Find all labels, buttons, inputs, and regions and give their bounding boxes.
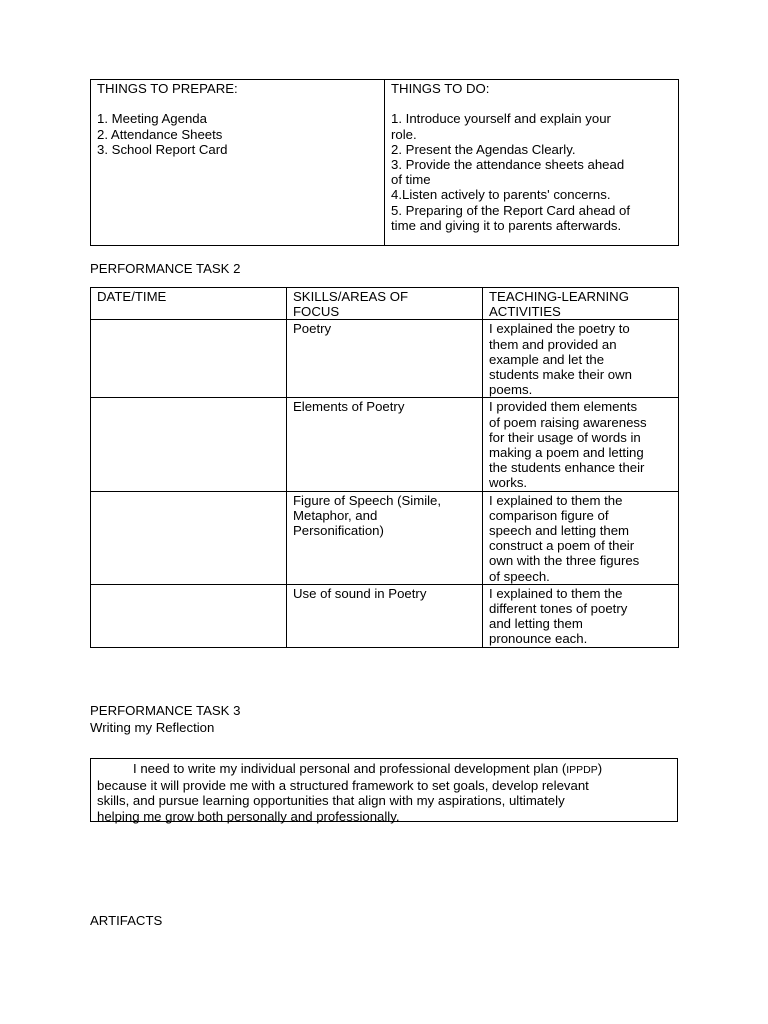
reflection-subtitle: Writing my Reflection (90, 720, 215, 735)
prepare-item: 3. School Report Card (97, 141, 228, 157)
header-date-time: DATE/TIME (91, 288, 287, 320)
header-skills-areas: SKILLS/AREAS OF FOCUS (287, 288, 483, 320)
things-to-do-cell (385, 80, 679, 246)
todo-line: 3. Provide the attendance sheets ahead (391, 157, 625, 172)
reflection-line: I need to write my individual personal and professional development plan (IPPDP) (133, 761, 603, 776)
date-cell (91, 491, 287, 584)
reflection-line: skills, and pursue learning opportunities that align with my aspirations, ultimately (97, 793, 565, 809)
activity-cell: I explained the poetry to them and provided an example and let the students make their own poems. (483, 320, 679, 398)
preparation-table (90, 79, 679, 246)
header-teaching-learning: TEACHING-LEARNING ACTIVITIES (483, 288, 679, 320)
todo-line: 5. Preparing of the Report Card ahead of (391, 202, 630, 218)
todo-line: 1. Introduce yourself and explain your (391, 111, 611, 127)
todo-line: of time (391, 172, 431, 188)
todo-line: role. (391, 126, 417, 142)
activity-cell: I provided them elements of poem raising awareness for their usage of words in making a poem and letting the students enhance their works. (483, 398, 679, 491)
reflection-box (90, 758, 678, 822)
skill-cell: Poetry (287, 320, 483, 398)
table-header-row (91, 288, 679, 320)
skill-cell: Figure of Speech (Simile, Metaphor, and Personification) (287, 491, 483, 584)
todo-line: 4.Listen actively to parents' concerns. (391, 187, 611, 203)
artifacts-title: ARTIFACTS (90, 913, 163, 928)
skill-cell: Elements of Poetry (287, 398, 483, 491)
activity-cell: I explained to them the different tones of poetry and letting them pronounce each. (483, 584, 679, 647)
prepare-item: 2. Attendance Sheets (97, 126, 223, 142)
performance-task-2-table (90, 287, 679, 648)
activity-cell: I explained to them the comparison figure of speech and letting them construct a poem of their own with the three figures of speech. (483, 491, 679, 584)
skill-cell: Use of sound in Poetry (287, 584, 483, 647)
reflection-line: because it will provide me with a structured framework to set goals, develop relevant (97, 778, 589, 794)
table-row (91, 584, 679, 647)
things-to-prepare-header: THINGS TO PREPARE: (97, 81, 238, 96)
table-row (91, 491, 679, 584)
table-row (91, 320, 679, 398)
things-to-do-header: THINGS TO DO: (391, 81, 490, 96)
date-cell (91, 398, 287, 491)
ippdp-acronym: IPPDP (566, 764, 598, 776)
reflection-line: helping me grow both personally and professionally. (97, 808, 400, 824)
todo-line: time and giving it to parents afterwards. (391, 217, 622, 233)
table-row (91, 398, 679, 491)
date-cell (91, 320, 287, 398)
todo-line: 2. Present the Agendas Clearly. (391, 141, 576, 157)
things-to-prepare-cell (91, 80, 385, 246)
prepare-item: 1. Meeting Agenda (97, 111, 207, 127)
performance-task-2-title: PERFORMANCE TASK 2 (90, 261, 241, 276)
performance-task-3-title: PERFORMANCE TASK 3 (90, 703, 241, 718)
date-cell (91, 584, 287, 647)
